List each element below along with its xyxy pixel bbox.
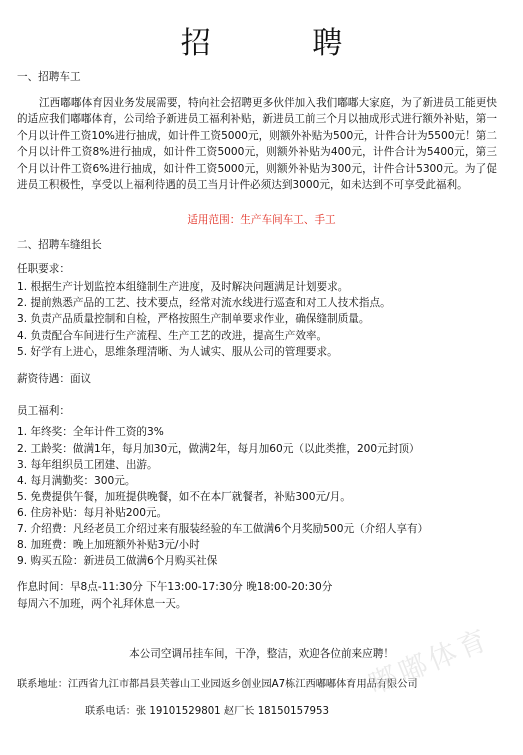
welfare-title: 员工福利： [17, 405, 70, 417]
salary-text: 薪资待遇：面议 [17, 373, 92, 385]
duty-item: 1. 根据生产计划监控本组缝制生产进度，及时解决问题满足计划要求。 [17, 281, 349, 293]
duty-item: 5. 好学有上进心，思维条理清晰、为人诚实、服从公司的管理要求。 [17, 346, 338, 358]
welfare-item: 8. 加班费：晚上加班额外补贴3元/小时 [17, 539, 200, 551]
welfare-item: 1. 年终奖：全年计件工资的3% [17, 426, 164, 438]
work-hours: 作息时间：早8点-11:30分 下午13:00-17:30分 晚18:00-20:30分 [17, 581, 333, 593]
welfare-item: 5. 免费提供午餐，加班提供晚餐，如不在本厂就餐者，补贴300元/月。 [17, 491, 351, 503]
rest-days: 每周六不加班，两个礼拜休息一天。 [17, 598, 187, 610]
duty-item: 3. 负责产品质量控制和自检，严格按照生产制单要求作业，确保缝制质量。 [17, 313, 370, 325]
welfare-item: 9. 购买五险：新进员工做满6个月购买社保 [17, 555, 218, 567]
scope-text: 适用范围：生产车间车工、手工 [187, 214, 336, 226]
section1-heading: 一、招聘车工 [17, 71, 81, 83]
duty-item: 4. 负责配合车间进行生产流程、生产工艺的改进，提高生产效率。 [17, 330, 328, 342]
contact-address: 联系地址：江西省九江市都昌县芙蓉山工业园返乡创业园A7栋江西嘟嘟体育用品有限公司 [17, 679, 418, 690]
welcome-text: 本公司空调吊挂车间，干净，整洁，欢迎各位前来应聘！ [129, 648, 394, 660]
welfare-item: 6. 住房补贴：每月补贴200元。 [17, 507, 168, 519]
section1-paragraph: 江西嘟嘟体育因业务发展需要，特向社会招聘更多伙伴加入我们嘟嘟大家庭，为了新进员工能更快的适应我们嘟嘟体育，公司给予新进员工福利补贴，新进员工前三个月以抽成形式进行额外补贴，第一个月以计件工资10%进行抽成，如计件工资5000元，则额外补贴为500元，计件合计为5500元！第二个月以计件工资8%进行抽成，如计件工资5000元，则额外补贴为400元，计件合计为5400元，第三个月以计件工资6%进行抽成，如计件工资5000元，则额外补贴为300元，计件合计5300元。为了促进员工积极性，享受以上福利待遇的员工当月计件必须达到3000元，如未达到不可享受此福利。 [17, 97, 497, 192]
section2-heading: 二、招聘车缝组长 [17, 239, 102, 251]
duty-item: 2. 提前熟悉产品的工艺、技术要点，经常对流水线进行巡查和对工人技术指点。 [17, 297, 391, 309]
welfare-item: 4. 每月满勤奖：300元。 [17, 475, 136, 487]
page-title: 招 聘 [180, 26, 389, 61]
welfare-item: 3. 每年组织员工团建、出游。 [17, 459, 158, 471]
contact-phone: 联系电话：张 19101529801 赵厂长 18150157953 [85, 706, 329, 717]
welfare-item: 7. 介绍费：凡经老员工介绍过来有服装经验的车工做满6个月奖励500元（介绍人享有） [17, 523, 429, 535]
welfare-item: 2. 工龄奖：做满1年，每月加30元，做满2年，每月加60元（以此类推，200元封顶） [17, 443, 420, 455]
watermark: 嘟嘟体育 [364, 622, 496, 701]
duties-title: 任职要求： [17, 263, 70, 275]
